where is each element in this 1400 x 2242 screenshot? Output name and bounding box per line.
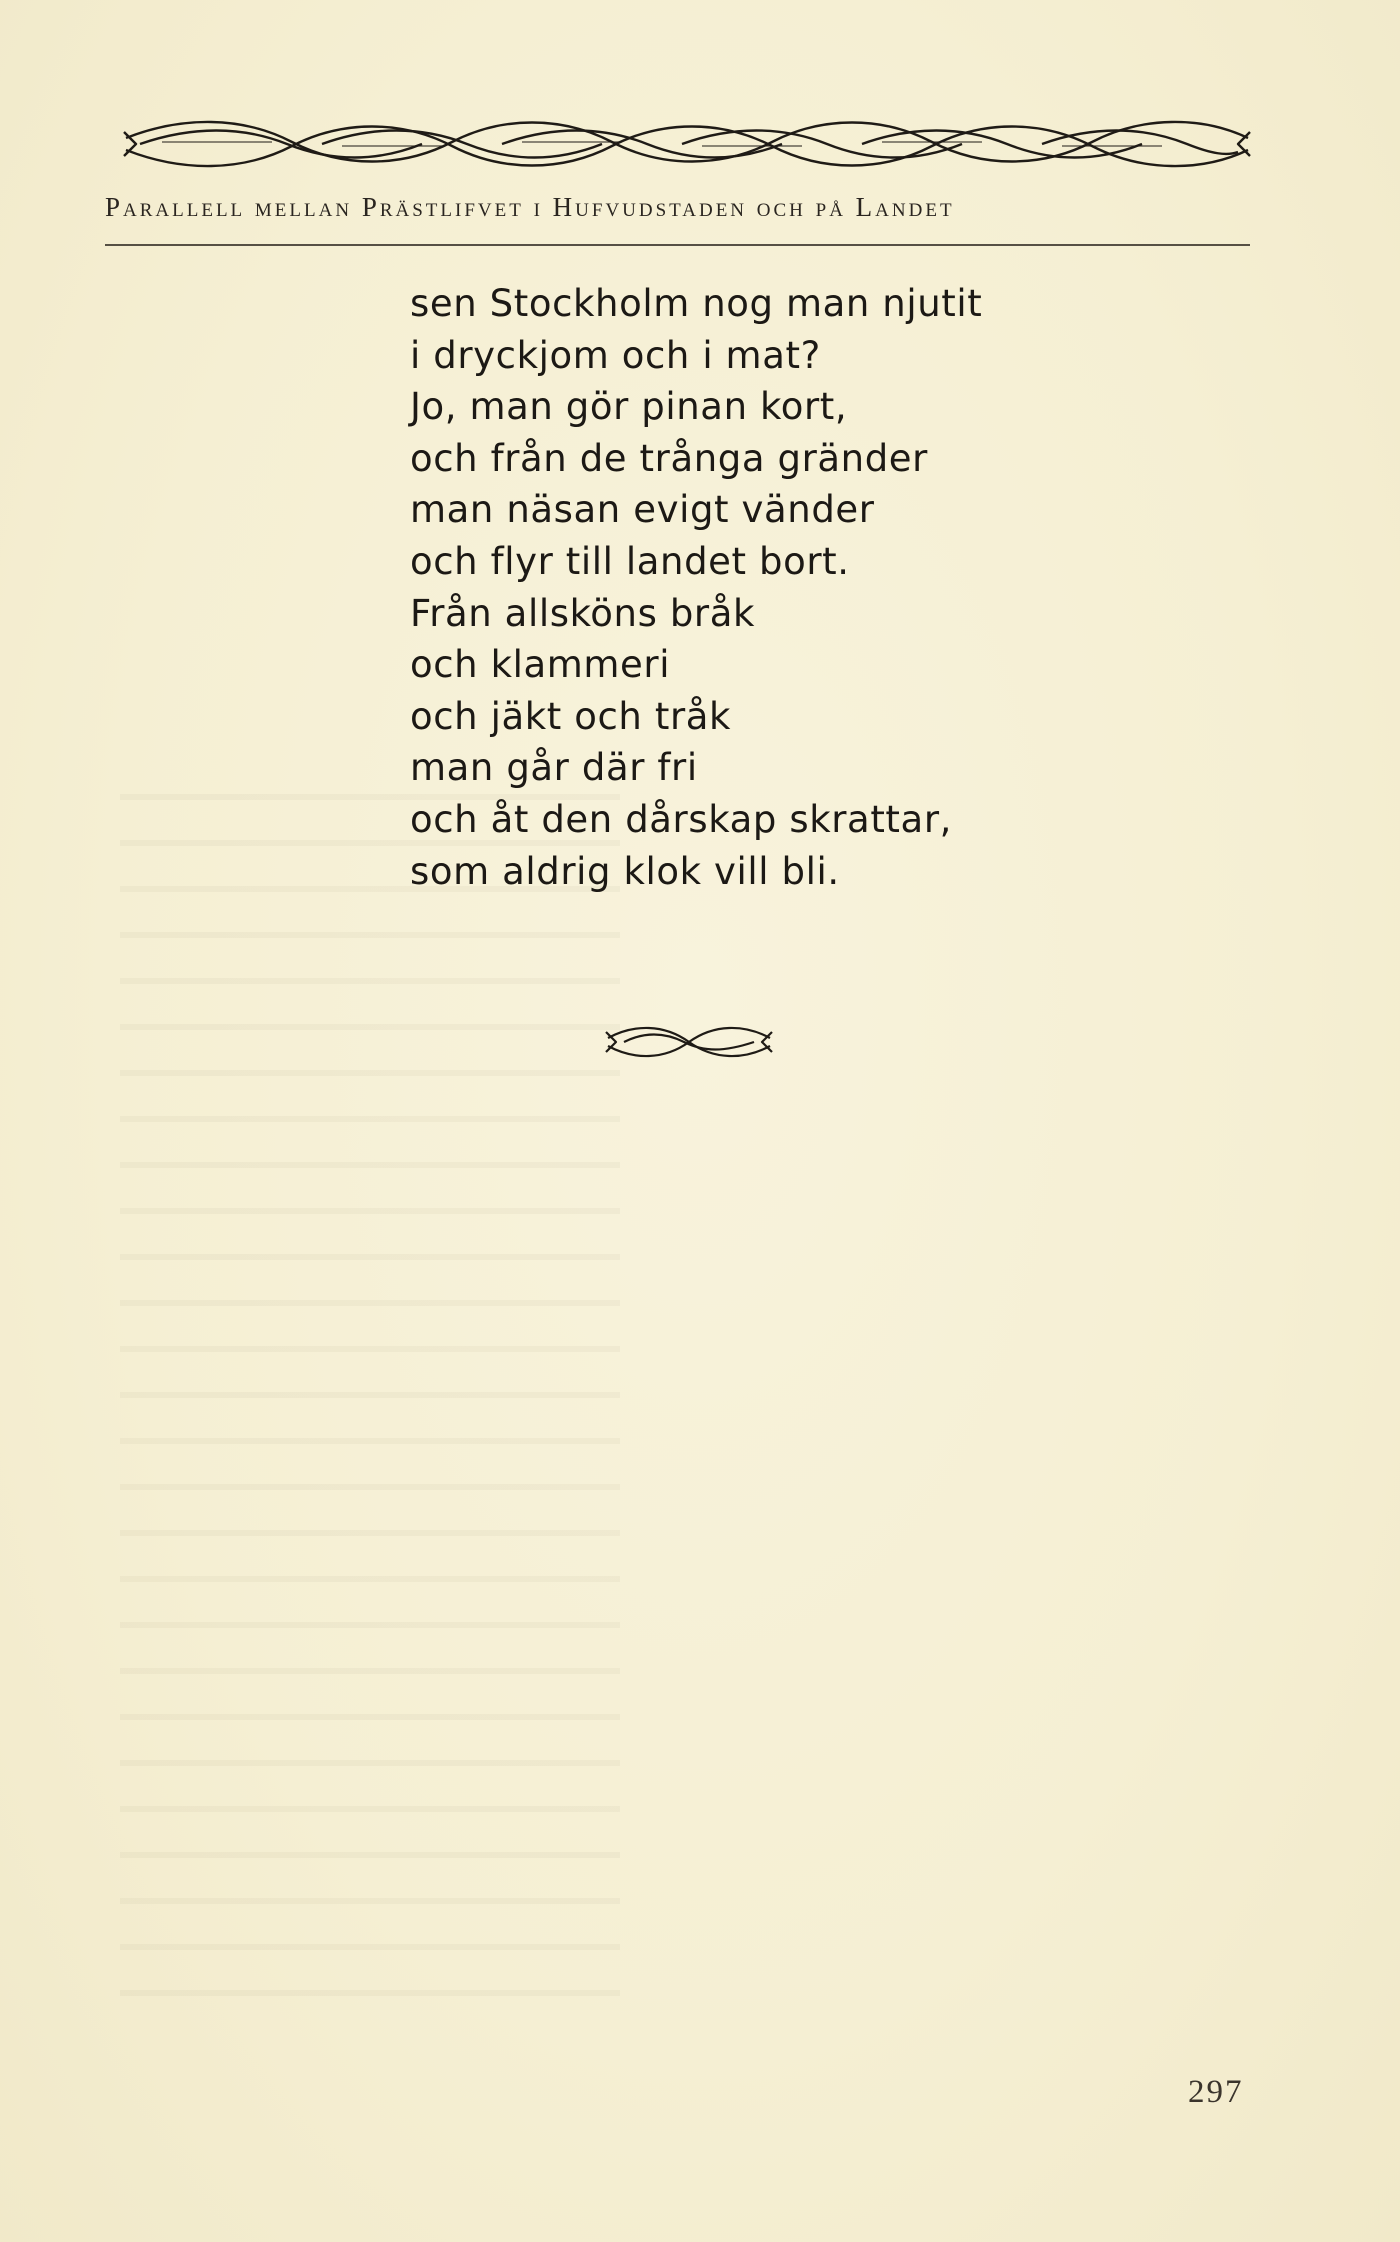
- interlaced-knot-ornament-icon: [122, 112, 1252, 176]
- poem-line: man går där fri: [410, 746, 698, 790]
- poem-line: och klammeri: [410, 643, 671, 687]
- poem-line: och jäkt och tråk: [410, 694, 732, 738]
- poem-line: i dryckjom och i mat?: [410, 333, 821, 377]
- page-number: 297: [1188, 2074, 1244, 2110]
- show-through-texture: [120, 760, 620, 2010]
- poem-line: Jo, man gör pinan kort,: [410, 385, 848, 429]
- poem-line: som aldrig klok vill bli.: [410, 849, 840, 893]
- running-head: Parallell mellan Prästlifvet i Hufvudstaden och på Landet: [105, 192, 955, 222]
- poem-line: Från allsköns bråk: [410, 591, 756, 635]
- poem-line: man näsan evigt vänder: [410, 488, 875, 532]
- poem-line: och från de trånga gränder: [410, 436, 928, 480]
- interlaced-knot-vignette-icon: [604, 1022, 774, 1062]
- header-rule: [105, 244, 1250, 246]
- poem-line: sen Stockholm nog man njutit: [410, 282, 983, 325]
- poem-stanza: [410, 278, 1110, 897]
- poem-line: och åt den dårskap skrattar,: [410, 797, 952, 841]
- poem-line: och flyr till landet bort.: [410, 539, 850, 583]
